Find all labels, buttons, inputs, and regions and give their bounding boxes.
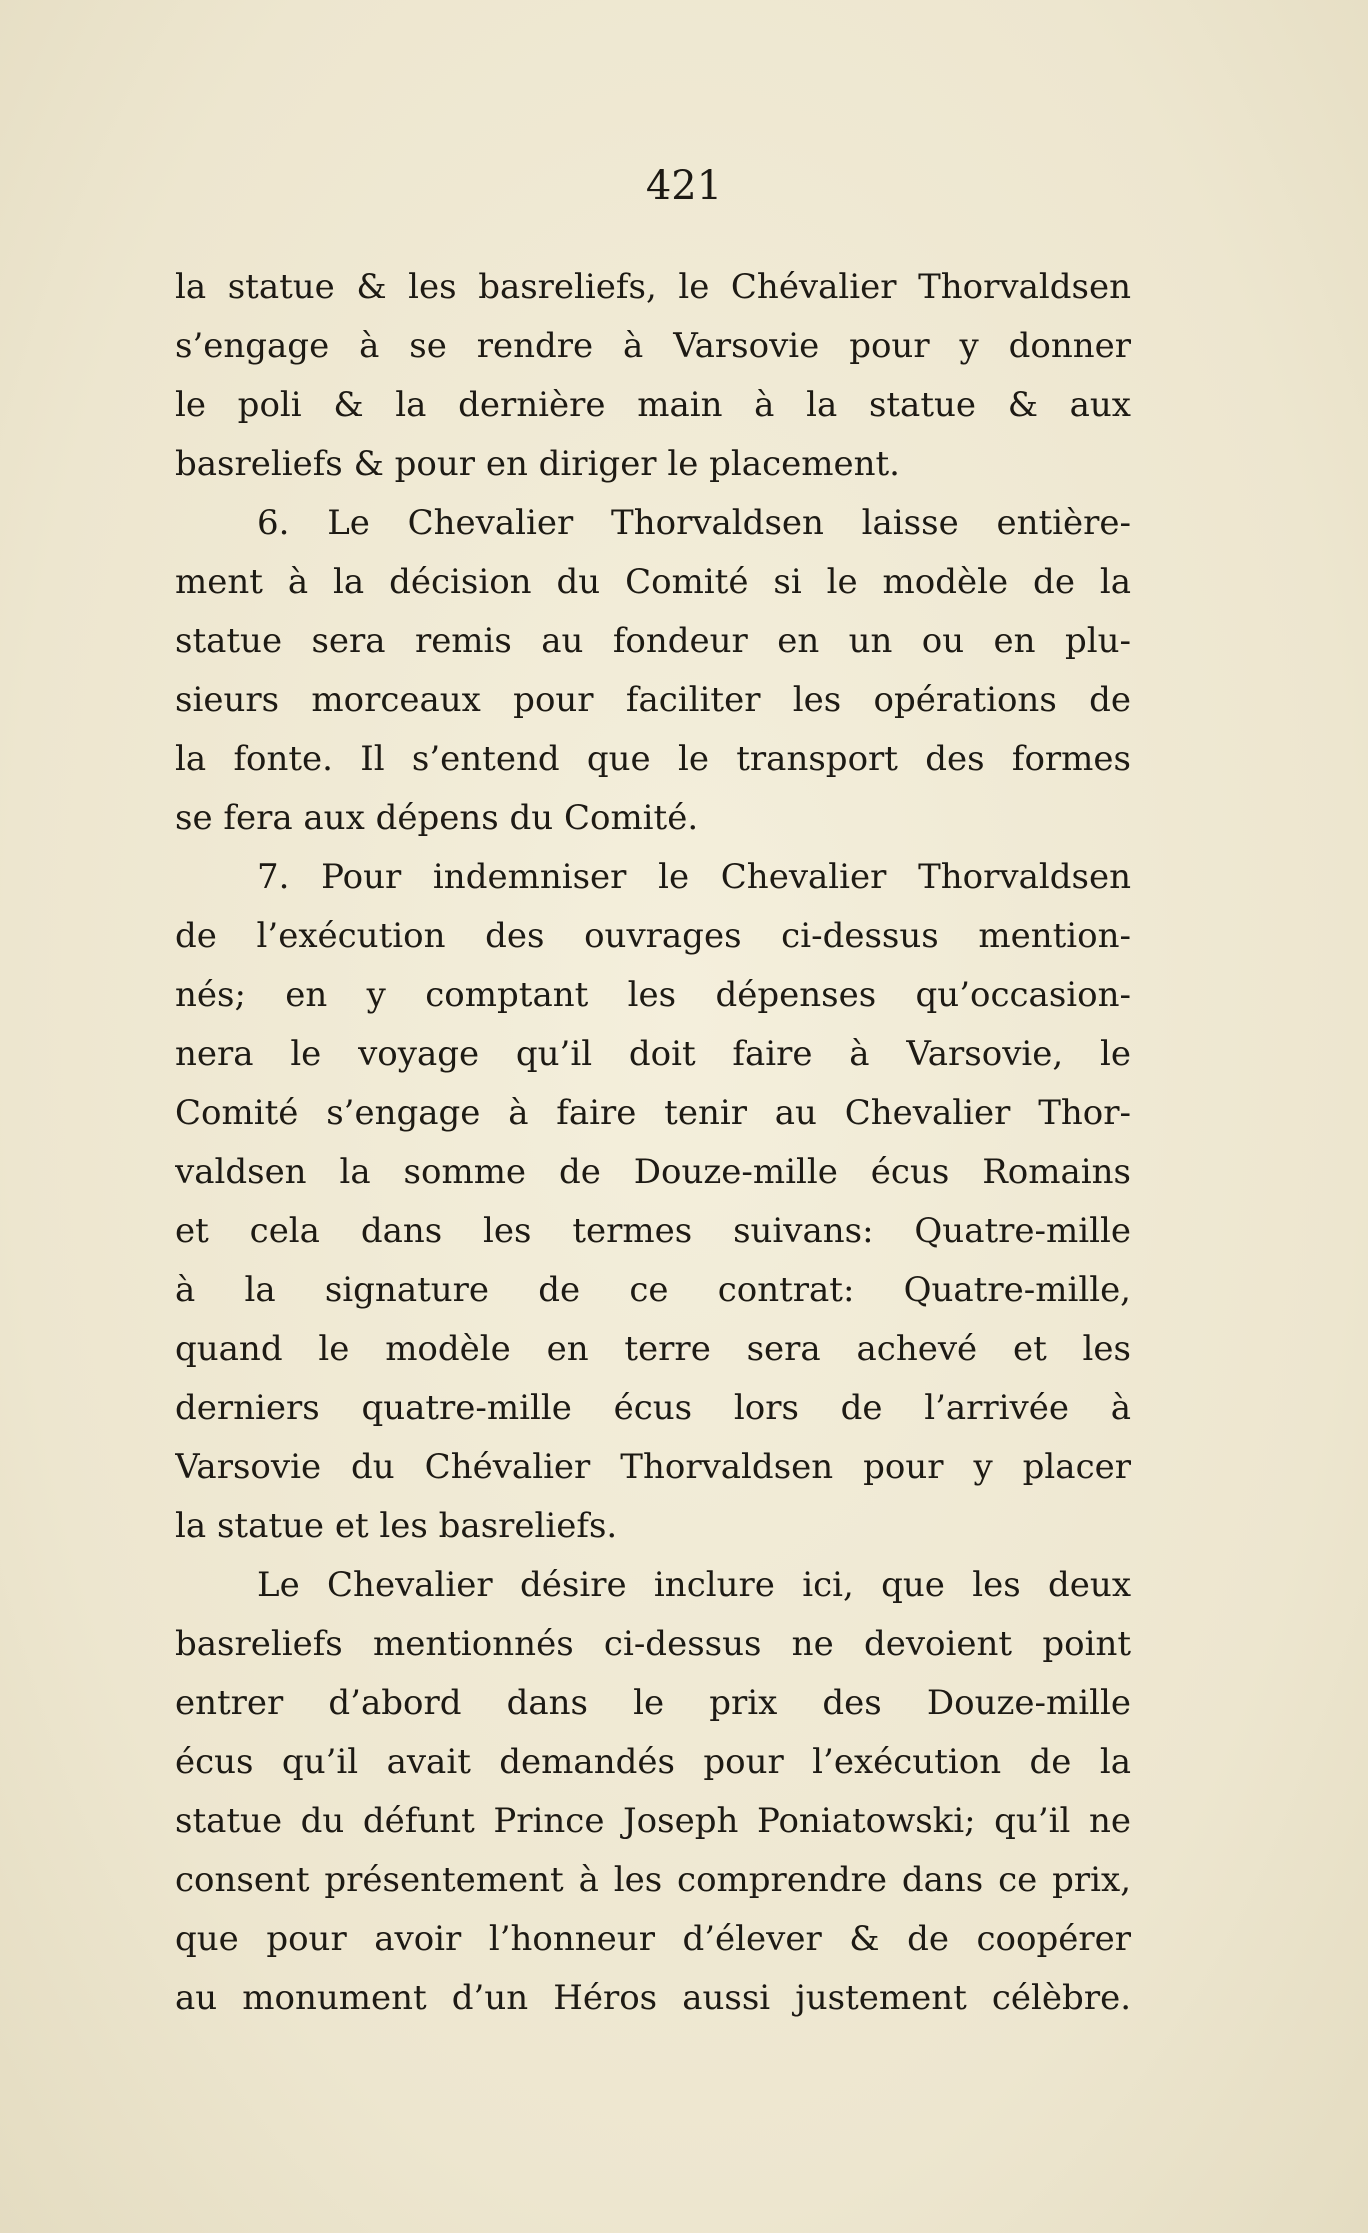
body-text [175, 258, 1131, 2028]
text-line: valdsen la somme de Douze-mille écus Romains [175, 1152, 1131, 1192]
text-line: se fera aux dépens du Comité. [175, 798, 699, 838]
text-line: s’engage à se rendre à Varsovie pour y donner [175, 326, 1131, 366]
text-line: Varsovie du Chévalier Thorvaldsen pour y placer [175, 1447, 1131, 1487]
text-line: Le Chevalier désire inclure ici, que les deux [257, 1565, 1131, 1605]
text-line: 7. Pour indemniser le Chevalier Thorvaldsen [257, 857, 1131, 897]
text-line: écus qu’il avait demandés pour l’exécution de la [175, 1742, 1131, 1782]
text-line: de l’exécution des ouvrages ci-dessus mention- [175, 916, 1131, 956]
text-line: consent présentement à les comprendre dans ce prix, [175, 1860, 1131, 1900]
text-line: nés; en y comptant les dépenses qu’occasion- [175, 975, 1131, 1015]
text-line: entrer d’abord dans le prix des Douze-mille [175, 1683, 1131, 1723]
text-line: 6. Le Chevalier Thorvaldsen laisse entière- [257, 503, 1131, 543]
text-line: basreliefs mentionnés ci-dessus ne devoient point [175, 1624, 1131, 1664]
text-line: la statue & les basreliefs, le Chévalier Thorvaldsen [175, 267, 1131, 307]
text-line: nera le voyage qu’il doit faire à Varsovie, le [175, 1034, 1131, 1074]
text-line: basreliefs & pour en diriger le placement. [175, 444, 900, 484]
text-line: la fonte. Il s’entend que le transport des formes [175, 739, 1131, 779]
text-line: à la signature de ce contrat: Quatre-mille, [175, 1270, 1131, 1310]
text-line: au monument d’un Héros aussi justement célèbre. [175, 1978, 1131, 2018]
text-line: statue du défunt Prince Joseph Poniatowski; qu’il ne [175, 1801, 1131, 1841]
text-line: et cela dans les termes suivans: Quatre-mille [175, 1211, 1131, 1251]
text-line: le poli & la dernière main à la statue & aux [175, 385, 1131, 425]
text-line: que pour avoir l’honneur d’élever & de coopérer [175, 1919, 1131, 1959]
text-line: la statue et les basreliefs. [175, 1506, 618, 1546]
text-line: quand le modèle en terre sera achevé et les [175, 1329, 1131, 1369]
text-line: statue sera remis au fondeur en un ou en plu- [175, 621, 1131, 661]
page-number: 421 [645, 163, 723, 209]
text-line: derniers quatre-mille écus lors de l’arrivée à [175, 1388, 1131, 1428]
text-line: Comité s’engage à faire tenir au Chevalier Thor- [175, 1093, 1131, 1133]
text-line: sieurs morceaux pour faciliter les opérations de [175, 680, 1131, 720]
text-line: ment à la décision du Comité si le modèle de la [175, 562, 1131, 602]
